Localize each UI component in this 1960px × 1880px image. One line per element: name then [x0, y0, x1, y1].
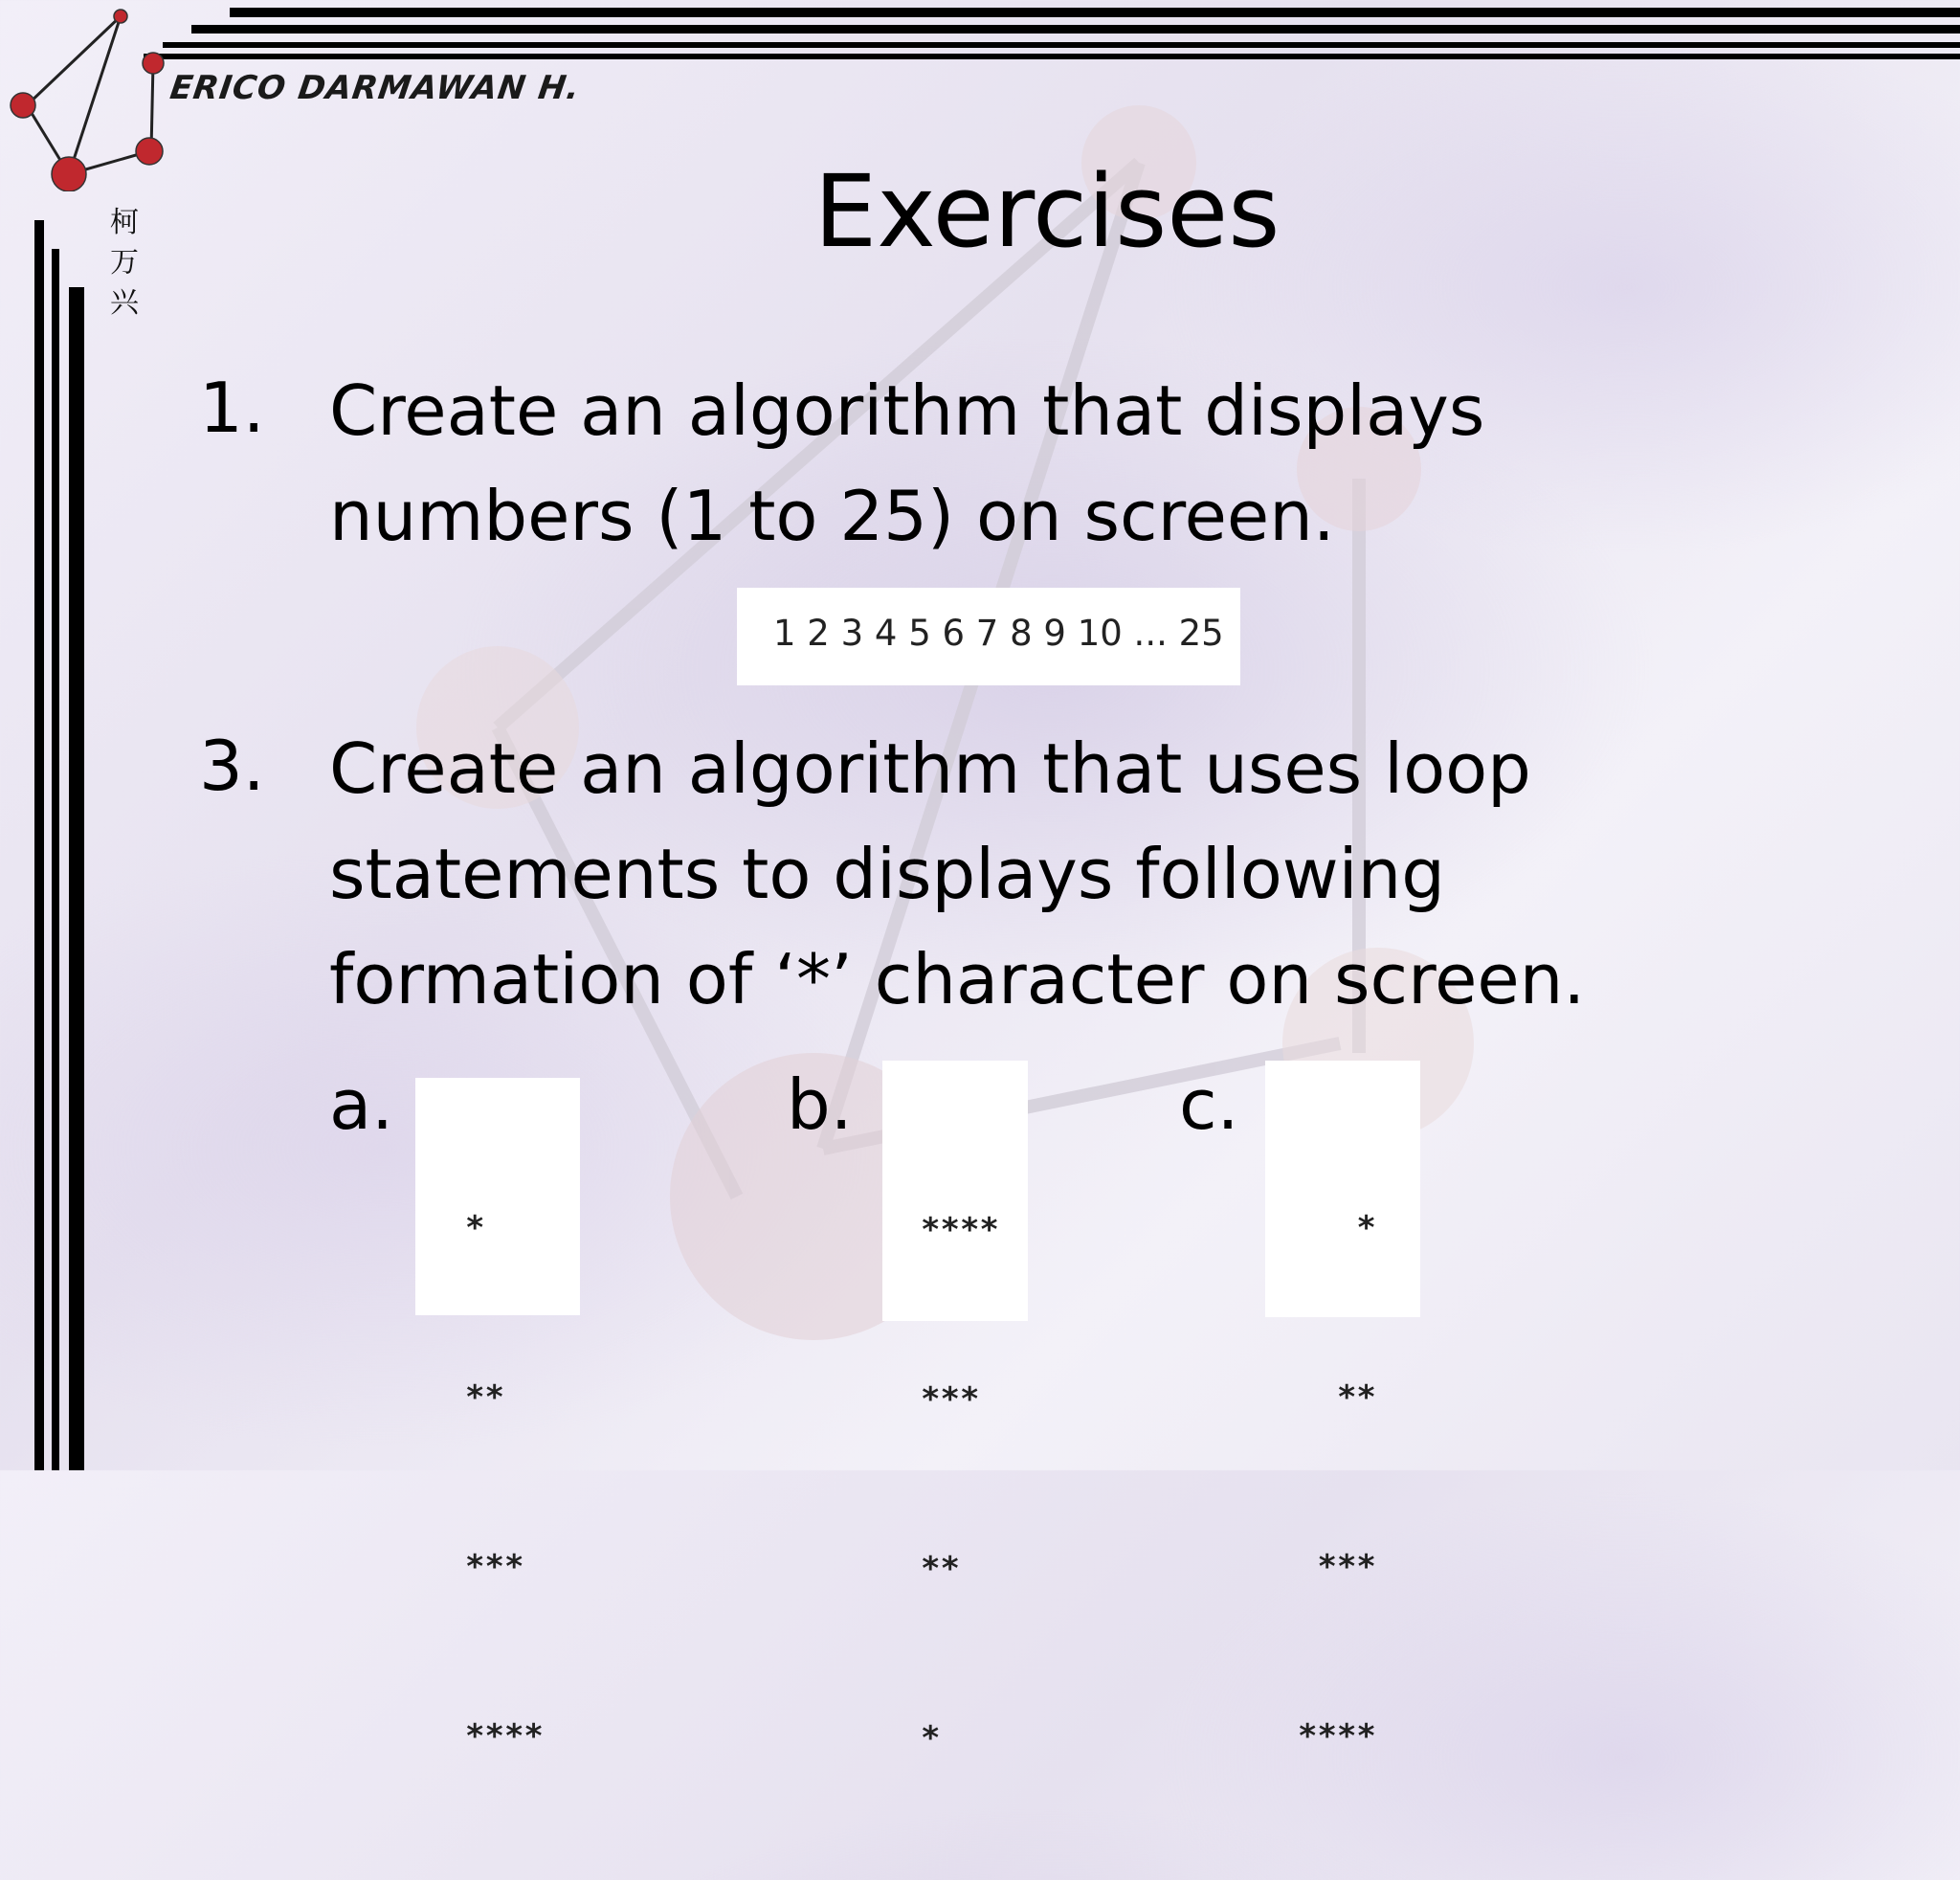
pattern-a-box: [415, 1078, 580, 1756]
pattern-row: **: [921, 1550, 960, 1588]
exercise-1-line: Create an algorithm that displays: [329, 370, 1485, 451]
exercise-1-text: [329, 358, 1765, 569]
pattern-row: ***: [921, 1380, 980, 1419]
pattern-a-rows: [415, 1078, 580, 1878]
exercise-3-text: [329, 716, 1765, 1032]
pattern-b-rows: [882, 1061, 1028, 1880]
author-name: ERICO DARMAWAN H.: [167, 69, 583, 107]
pattern-row: **: [1298, 1378, 1376, 1417]
exercise-3-line: Create an algorithm that uses loop: [329, 728, 1531, 809]
pattern-row: **: [465, 1378, 504, 1417]
slide-title: Exercises: [813, 153, 1281, 270]
exercise-3-line: statements to displays following: [329, 834, 1445, 914]
pattern-row: *: [465, 1209, 485, 1247]
pattern-b-label: b.: [787, 1064, 853, 1145]
author-cjk-char: 柯: [110, 206, 139, 239]
pattern-row: ****: [465, 1717, 544, 1756]
number-sequence-example: [737, 588, 1240, 685]
pattern-a-label: a.: [329, 1064, 394, 1145]
exercise-3-number: 3.: [199, 726, 265, 806]
pattern-b-box: [882, 1061, 1028, 1757]
pattern-row: *: [1298, 1209, 1376, 1247]
pattern-row: ***: [1298, 1548, 1376, 1586]
pattern-c-box: [1265, 1061, 1420, 1756]
pattern-c-rows: [1265, 1061, 1420, 1878]
number-sequence-text: 1 2 3 4 5 6 7 8 9 10 ... 25: [773, 613, 1224, 654]
pattern-row: *: [921, 1719, 941, 1757]
author-cjk-char: 万: [110, 246, 139, 280]
author-cjk-char: 兴: [110, 286, 139, 320]
exercise-3-line: formation of ‘*’ character on screen.: [329, 939, 1586, 1019]
pattern-row: ****: [1298, 1717, 1376, 1756]
exercise-1-line: numbers (1 to 25) on screen.: [329, 476, 1335, 556]
exercise-1-number: 1.: [199, 368, 265, 448]
pattern-row: ***: [465, 1548, 524, 1586]
top-border-lines: [0, 0, 1960, 77]
pattern-c-label: c.: [1179, 1064, 1239, 1145]
pattern-row: ****: [921, 1211, 999, 1249]
